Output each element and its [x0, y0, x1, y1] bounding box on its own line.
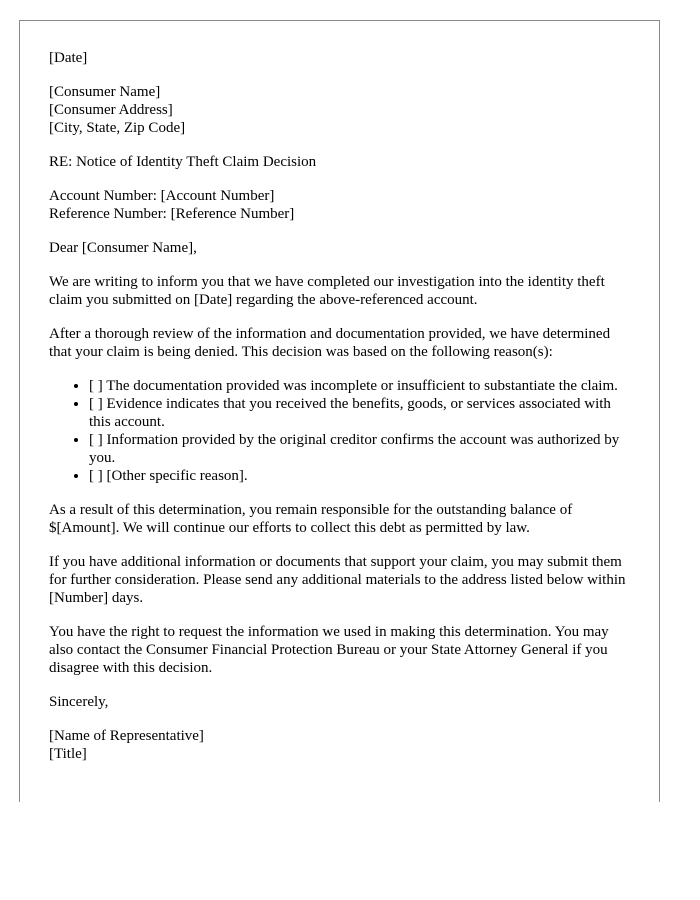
paragraph-claim-denied: After a thorough review of the information and documentation provided, we have determined that your claim is being denied. This decision was based on the following reason(s): — [49, 326, 611, 360]
account-number: Account Number: [Account Number] — [49, 188, 275, 204]
list-item: • [ ] [Other specific reason]. — [89, 467, 629, 485]
recipient-address: [Consumer Address] — [49, 102, 173, 118]
account-info-block — [49, 187, 629, 223]
reference-number: Reference Number: [Reference Number] — [49, 206, 295, 222]
signature-block — [49, 727, 629, 763]
letter-date — [49, 49, 629, 67]
letter-body — [49, 49, 629, 779]
list-item: • [ ] Information provided by the original creditor confirms the account was authorized by you. — [89, 431, 629, 467]
salutation-text: Dear [Consumer Name], — [49, 240, 197, 256]
recipient-name: [Consumer Name] — [49, 84, 161, 100]
list-item: • [ ] The documentation provided was incomplete or insufficient to substantiate the claim. — [89, 377, 629, 395]
subject-line — [49, 153, 629, 171]
recipient-address-block — [49, 83, 629, 137]
paragraph-investigation-complete: We are writing to inform you that we have completed our investigation into the identity theft claim you submitted on [Date] regarding the above-referenced account. — [49, 274, 605, 308]
paragraph-additional-info: If you have additional information or documents that support your claim, you may submit them for further consideration. Please send any additional materials to the address listed below within [Number] days. — [49, 554, 626, 606]
list-item: • [ ] Evidence indicates that you received the benefits, goods, or services associated with this account. — [89, 395, 629, 431]
signature-title: [Title] — [49, 746, 87, 762]
salutation — [49, 239, 629, 257]
date-text: [Date] — [49, 50, 88, 66]
closing-text: Sincerely, — [49, 694, 109, 710]
paragraph-balance-responsibility: As a result of this determination, you remain responsible for the outstanding balance of $[Amount]. We will continue our efforts to collect this debt as permitted by law. — [49, 502, 573, 536]
letter-page — [19, 20, 660, 802]
subject-text: RE: Notice of Identity Theft Claim Decision — [49, 154, 317, 170]
paragraph-rights: You have the right to request the information we used in making this determination. You may also contact the Consumer Financial Protection Bureau or your State Attorney General if you disagree with this decision. — [49, 624, 609, 676]
denial-reasons-list — [49, 377, 629, 485]
signature-name: [Name of Representative] — [49, 728, 204, 744]
closing — [49, 693, 629, 711]
recipient-city-state-zip: [City, State, Zip Code] — [49, 120, 186, 136]
